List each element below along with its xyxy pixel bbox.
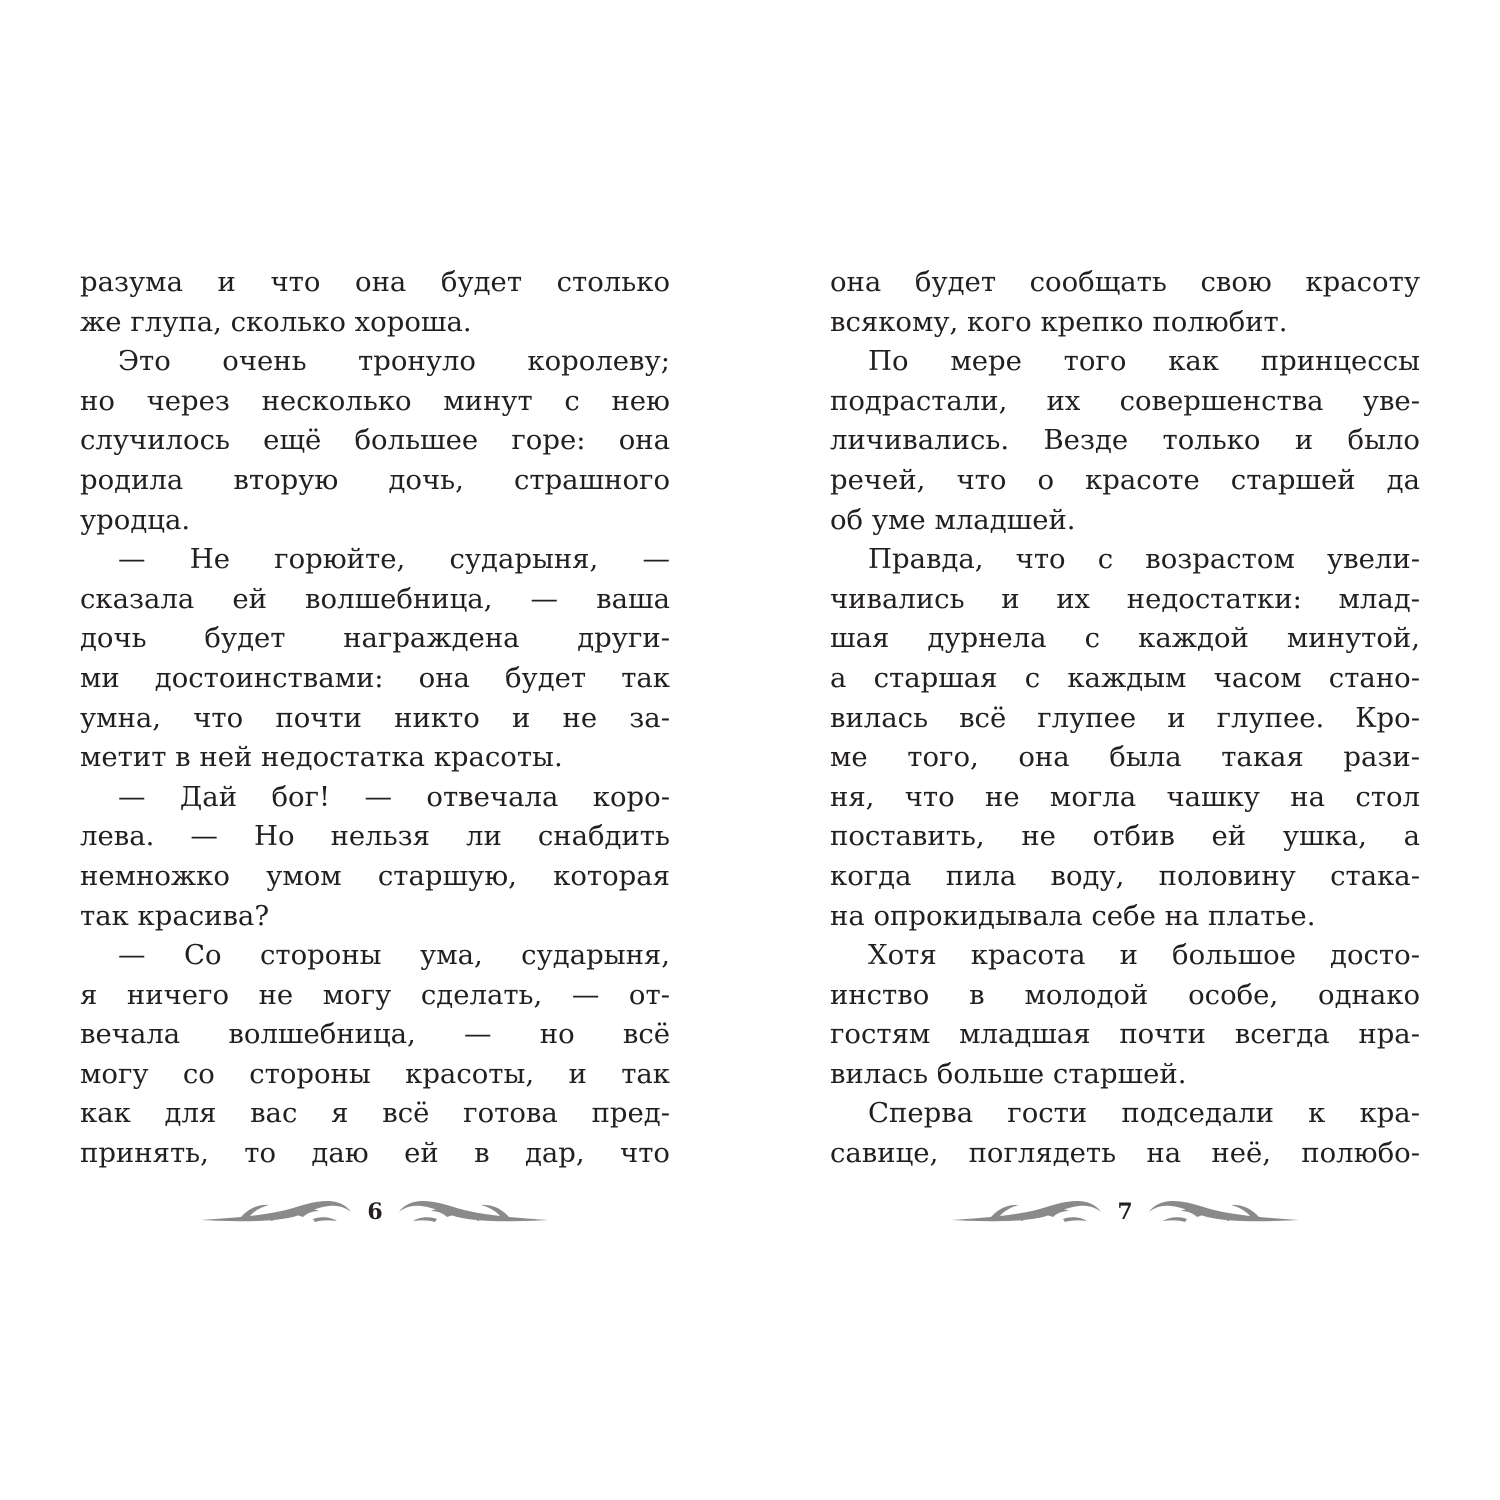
text-line: родила вторую дочь, страшного xyxy=(80,463,670,496)
text-line: вилась всё глупее и глупее. Кро- xyxy=(830,701,1420,734)
text-line: разума и что она будет столько xyxy=(80,266,670,298)
text-line: на опрокидывала себе на платье. xyxy=(830,899,1316,932)
text-line: По мере того как принцессы xyxy=(868,345,1420,378)
text-line: Сперва гости подседали к кра- xyxy=(868,1097,1420,1130)
text-line: ми достоинствами: она будет так xyxy=(80,661,670,694)
text-line: сказала ей волшебница, — ваша xyxy=(80,582,670,615)
text-line: а старшая с каждым часом стано- xyxy=(830,661,1420,694)
text-line: вечала волшебница, — но всё xyxy=(80,1018,670,1051)
right-page-footer xyxy=(830,1192,1420,1232)
flourish-left-icon xyxy=(201,1197,353,1227)
text-line: ня, что не могла чашку на стол xyxy=(830,780,1420,813)
text-line: вилась больше старшей. xyxy=(830,1057,1187,1090)
right-page-text xyxy=(830,263,1420,1174)
text-line: принять, то даю ей в дар, что xyxy=(80,1137,670,1170)
text-line: я ничего не могу сделать, — от- xyxy=(80,978,670,1011)
text-line: чивались и их недостатки: млад- xyxy=(830,582,1420,615)
text-line: же глупа, сколько хороша. xyxy=(80,305,472,338)
text-line: уродца. xyxy=(80,503,191,536)
text-line: могу со стороны красоты, и так xyxy=(80,1057,670,1090)
text-line: гостям младшая почти всегда нра- xyxy=(830,1018,1420,1051)
text-line: как для вас я всё готова пред- xyxy=(80,1097,670,1130)
text-line: инство в молодой особе, однако xyxy=(830,978,1420,1011)
text-line: — Не горюйте, сударыня, — xyxy=(118,543,670,576)
text-line: умна, что почти никто и не за- xyxy=(80,701,670,734)
text-line: метит в ней недостатка красоты. xyxy=(80,741,563,774)
text-line: так красива? xyxy=(80,899,270,932)
text-line: но через несколько минут с нею xyxy=(80,384,670,417)
text-line: немножко умом старшую, которая xyxy=(80,859,670,892)
flourish-right-icon xyxy=(397,1197,549,1227)
text-line: об уме младшей. xyxy=(830,503,1076,536)
flourish-left-icon xyxy=(951,1197,1103,1227)
flourish-right-icon xyxy=(1147,1197,1299,1227)
text-line: — Со стороны ума, сударыня, xyxy=(118,939,670,972)
text-line: дочь будет награждена други- xyxy=(80,622,670,655)
text-line: ме того, она была такая рази- xyxy=(830,741,1420,774)
page-number-left: 6 xyxy=(367,1199,383,1225)
text-line: когда пила воду, половину стака- xyxy=(830,859,1420,892)
text-line: шая дурнела с каждой минутой, xyxy=(830,622,1420,655)
text-line: подрастали, их совершенства уве- xyxy=(830,384,1420,417)
text-line: лева. — Но нельзя ли снабдить xyxy=(80,820,670,853)
text-line: Хотя красота и большое досто- xyxy=(868,939,1420,972)
text-line: случилось ещё большее горе: она xyxy=(80,424,670,457)
text-line: всякому, кого крепко полюбит. xyxy=(830,305,1288,338)
page-number-right: 7 xyxy=(1117,1199,1133,1225)
text-line: речей, что о красоте старшей да xyxy=(830,463,1420,496)
text-line: Правда, что с возрастом увели- xyxy=(868,543,1420,576)
text-line: поставить, не отбив ей ушка, а xyxy=(830,820,1420,853)
left-page-footer xyxy=(80,1192,670,1232)
text-line: личивались. Везде только и было xyxy=(830,424,1420,457)
text-line: Это очень тронуло королеву; xyxy=(118,345,670,378)
left-page-text xyxy=(80,263,670,1174)
text-line: — Дай бог! — отвечала коро- xyxy=(118,780,670,813)
text-line: она будет сообщать свою красоту xyxy=(830,266,1420,298)
text-line: савице, поглядеть на неё, полюбо- xyxy=(830,1137,1420,1170)
